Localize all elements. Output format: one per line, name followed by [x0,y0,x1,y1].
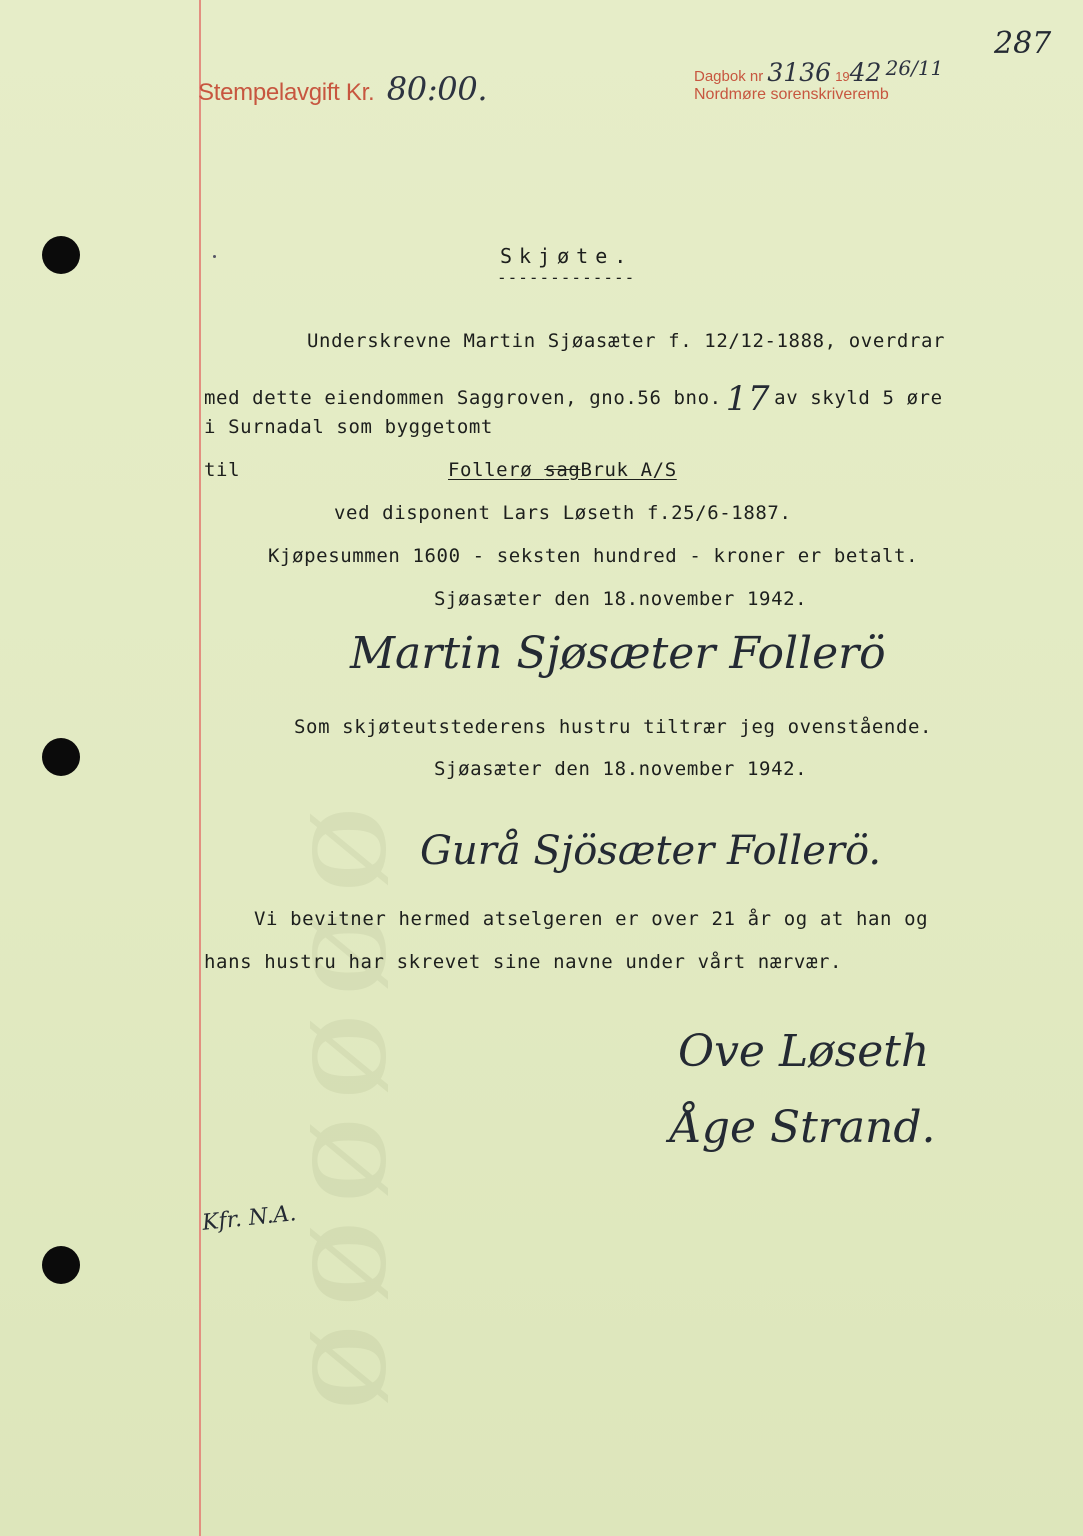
disponent-line: ved disponent Lars Løseth f.25/6-1887. [334,502,792,524]
buyer-name [448,459,677,481]
paragraph1-line2-b: av skyld 5 øre [774,387,943,409]
signature-witness-1: Ove Løseth [678,1026,930,1077]
background-watermark: ØØØØØØ [287,788,409,1410]
paragraph1-line2-a: med dette eiendommen Saggroven, gno.56 bno. [204,387,722,409]
stray-dot [213,255,216,258]
place-date-1: Sjøasæter den 18.november 1942. [434,588,808,610]
stamp-fee [198,70,487,108]
buyer-name-struck: sag [544,459,581,481]
page-number: 287 [994,26,1052,61]
signature-spouse: Gurå Sjösæter Follerö. [420,828,882,874]
witness-line2: hans hustru har skrevet sine navne under vårt nærvær. [204,951,843,973]
title-underline: ------------- [497,268,636,287]
buyer-name-b: Bruk A/S [580,459,677,481]
office-stamp: Nordmøre sorenskriveremb [694,86,889,103]
place-date-2: Sjøasæter den 18.november 1942. [434,758,808,780]
buyer-name-a: Follerø [448,459,545,481]
dagbok-date: 26/11 [885,56,944,80]
dagbok-stamp [694,58,943,87]
signature-seller: Martin Sjøsæter Follerö [350,628,886,679]
witness-line1: Vi bevitner hermed atselgeren er over 21 år og at han og [254,908,929,930]
paragraph1-line3: i Surnadal som byggetomt [204,416,493,438]
paragraph1-line2 [204,373,943,419]
bno-handwritten: 17 [725,379,771,419]
signature-witness-2: Åge Strand. [670,1102,936,1153]
dagbok-year-prefix: 19 [835,69,850,84]
stamp-fee-amount: 80:00. [386,70,488,108]
paragraph1-line1: Underskrevne Martin Sjøasæter f. 12/12-1888, overdrar [307,330,946,352]
til-label: til [204,459,241,481]
dagbok-label: Dagbok nr [694,68,764,85]
punch-hole-top [42,236,80,274]
dagbok-year: 42 [849,58,882,87]
spouse-consent-line: Som skjøteutstederens hustru tiltrær jeg ovenstående. [294,716,933,738]
margin-note: Kfr. N.A. [200,1201,298,1236]
price-line: Kjøpesummen 1600 - seksten hundred - kroner er betalt. [268,545,919,567]
stamp-fee-label: Stempelavgift Kr. [198,79,375,106]
punch-hole-middle [42,738,80,776]
dagbok-number: 3136 [767,58,832,87]
punch-hole-bottom [42,1246,80,1284]
document-title: Skjøte. [500,244,634,268]
red-margin-line [199,0,201,1536]
